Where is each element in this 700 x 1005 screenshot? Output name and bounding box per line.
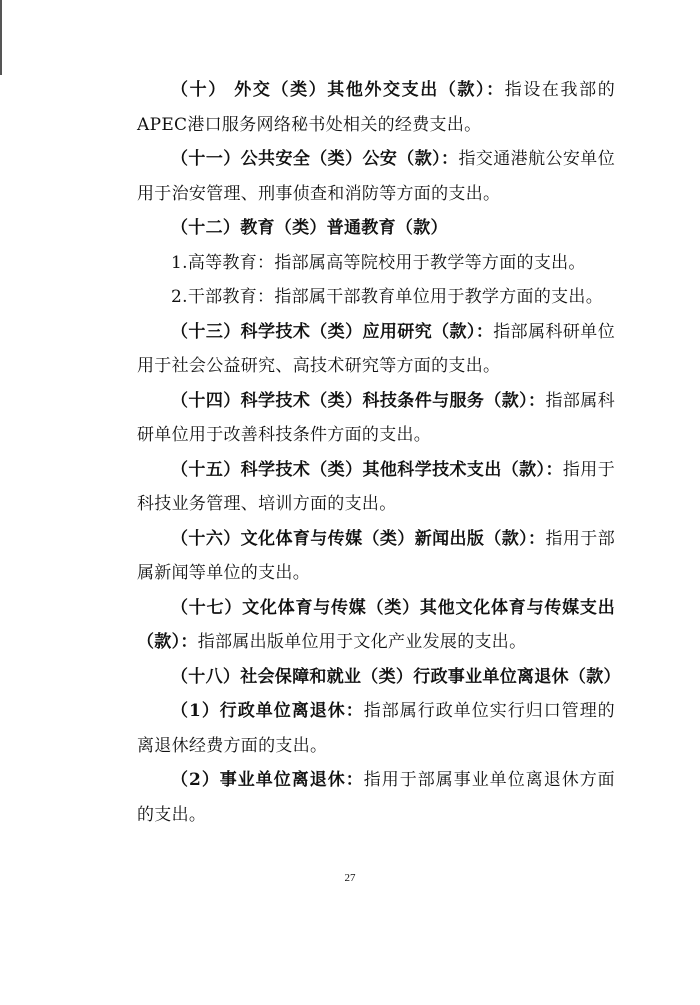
heading: （十） 外交（类）其他外交支出（款）：	[171, 80, 505, 100]
body-text: 指设在我部的APEC港口服务网络秘书处相关的经费支出。	[137, 80, 615, 135]
body-text: 指交通港航公安单位用于治安管理、刑事侦查和消防等方面的支出。	[137, 149, 615, 204]
paragraph-18-2	[137, 763, 615, 832]
heading: （十二）教育（类）普通教育（款）	[171, 218, 448, 238]
paragraph-17	[137, 591, 615, 660]
body-text: 2.干部教育：指部属干部教育单位用于教学方面的支出。	[171, 287, 604, 307]
heading: （十八）社会保障和就业（类）行政事业单位离退休（款）	[171, 666, 621, 687]
body-text: 指部属科研单位用于改善科技条件方面的支出。	[137, 390, 615, 445]
body-text: 指用于部属事业单位离退休方面的支出。	[137, 770, 615, 825]
heading: （十五）科学技术（类）其他科学技术支出（款）：	[171, 459, 563, 480]
paragraph-18	[137, 660, 621, 695]
paragraph-18-1	[137, 694, 615, 763]
body-text: 1.高等教育：指部属高等院校用于教学等方面的支出。	[171, 252, 586, 273]
paragraph-11	[137, 142, 615, 211]
page-number: 27	[344, 872, 356, 884]
paragraph-10	[137, 73, 615, 142]
heading: （十七）文化体育与传媒（类）其他文化体育与传媒支出（款）：	[137, 597, 615, 652]
paragraph-14	[137, 384, 615, 453]
body-text: 指部属行政单位实行归口管理的离退休经费方面的支出。	[137, 701, 615, 756]
paragraph-13	[137, 315, 615, 384]
paragraph-16	[137, 522, 615, 591]
paragraph-12-1	[137, 246, 615, 281]
heading: （十六）文化体育与传媒（类）新闻出版（款）：	[171, 528, 546, 549]
heading: （十四）科学技术（类）科技条件与服务（款）：	[171, 390, 546, 411]
body-text: 指用于部属新闻等单位的支出。	[137, 528, 615, 583]
body-text: 指用于科技业务管理、培训方面的支出。	[137, 459, 615, 514]
heading: （1）行政单位离退休：	[171, 701, 364, 721]
document-body	[137, 73, 621, 832]
paragraph-12-2	[137, 280, 615, 315]
body-text: 指部属出版单位用于文化产业发展的支出。	[197, 632, 527, 652]
heading: （十三）科学技术（类）应用研究（款）：	[171, 321, 494, 342]
scan-edge-mark	[0, 0, 2, 75]
paragraph-15	[137, 453, 615, 522]
paragraph-12	[137, 211, 615, 246]
heading: （2）事业单位离退休：	[171, 770, 364, 790]
body-text: 指部属科研单位用于社会公益研究、高技术研究等方面的支出。	[137, 321, 615, 376]
heading: （十一）公共安全（类）公安（款）：	[171, 149, 459, 169]
